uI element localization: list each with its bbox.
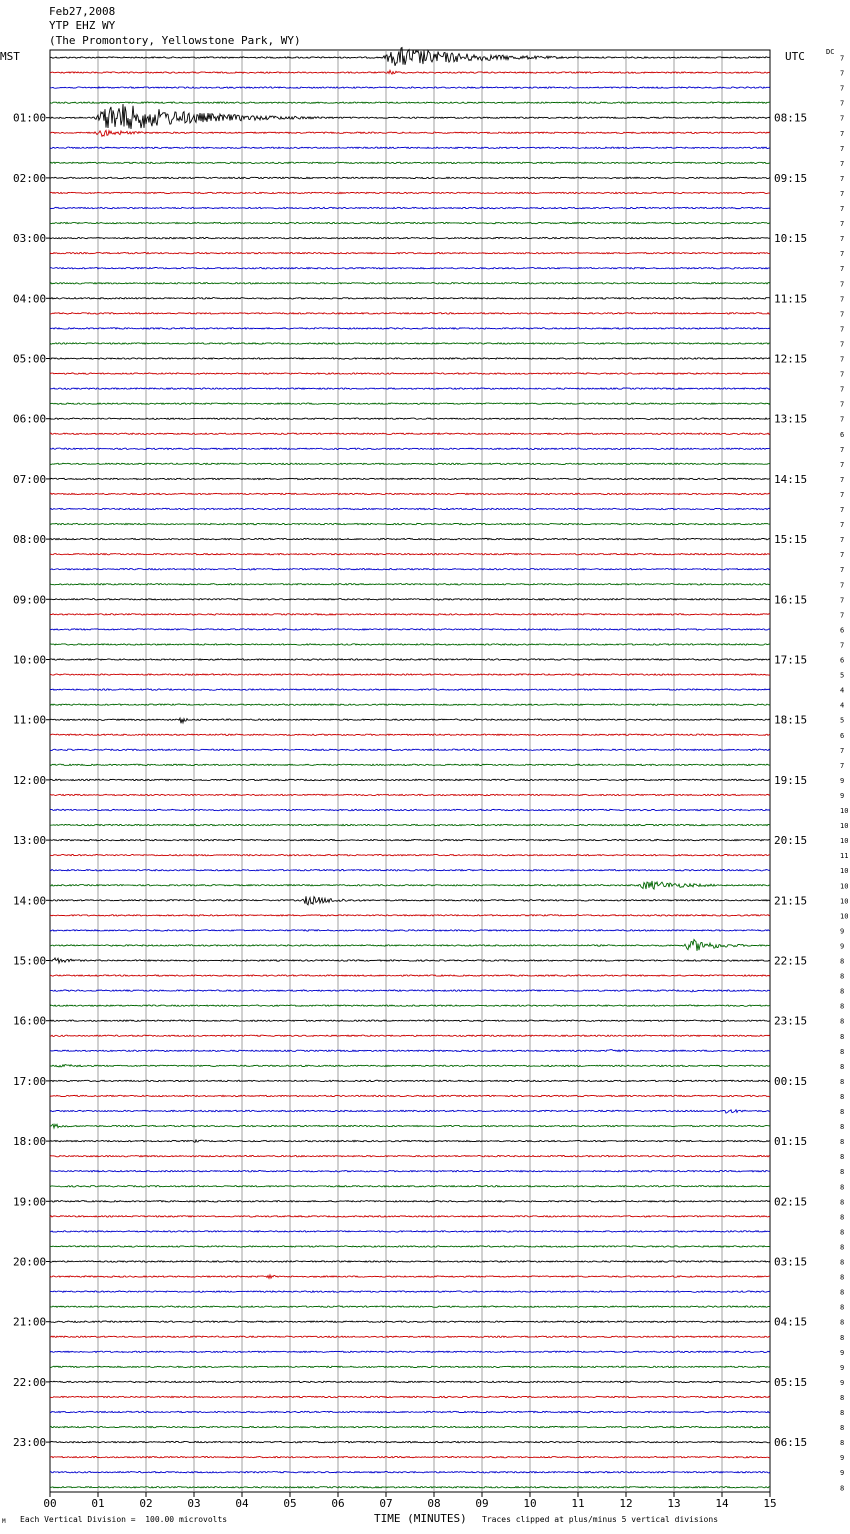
dc-offset-label: 8 xyxy=(840,1439,845,1448)
right-hour-label: 17:15 xyxy=(774,653,808,667)
dc-offset-label: 7 xyxy=(840,506,845,514)
dc-offset-label: 9 xyxy=(840,1363,845,1372)
left-hour-label: 15:00 xyxy=(13,954,47,968)
seismic-trace xyxy=(50,930,770,931)
x-tick-label: 15 xyxy=(763,1497,777,1510)
dc-offset-label: 10 xyxy=(840,822,849,831)
dc-offset-label: 7 xyxy=(840,385,845,394)
dc-offset-label: 8 xyxy=(840,1409,845,1417)
dc-offset-label: 9 xyxy=(840,776,845,785)
dc-offset-label: 8 xyxy=(840,1333,845,1342)
seismic-trace xyxy=(50,1306,770,1307)
seismic-trace xyxy=(50,358,770,359)
dc-offset-label: 7 xyxy=(840,355,845,364)
dc-offset-label: 7 xyxy=(840,69,845,78)
seismic-trace xyxy=(50,373,770,374)
x-tick-label: 06 xyxy=(331,1497,345,1510)
dc-offset-label: 8 xyxy=(840,1303,845,1312)
right-hour-label: 05:15 xyxy=(774,1375,808,1389)
seismic-trace xyxy=(50,102,770,103)
x-tick-label: 00 xyxy=(43,1497,57,1510)
seismic-trace xyxy=(50,1351,770,1352)
seismic-trace xyxy=(50,130,770,136)
seismic-trace xyxy=(50,1426,770,1427)
corner-mark: M xyxy=(2,1518,6,1525)
seismic-trace xyxy=(50,554,770,555)
right-timezone-label: UTC xyxy=(785,50,805,63)
dc-offset-label: 7 xyxy=(840,566,845,575)
left-hour-label: 10:00 xyxy=(13,653,47,667)
dc-offset-label: 10 xyxy=(840,912,849,921)
right-hour-label: 18:15 xyxy=(774,713,808,727)
seismic-trace xyxy=(50,388,770,389)
x-tick-label: 11 xyxy=(571,1497,585,1510)
right-hour-label: 22:15 xyxy=(774,954,808,968)
dc-offset-label: 6 xyxy=(840,656,845,665)
seismic-trace xyxy=(50,569,770,570)
right-hour-label: 11:15 xyxy=(774,292,808,306)
dc-offset-label: 7 xyxy=(840,596,845,605)
seismic-trace xyxy=(50,764,770,765)
seismic-trace xyxy=(50,1201,770,1202)
seismic-trace xyxy=(50,1291,770,1292)
left-hour-label: 05:00 xyxy=(13,352,47,366)
dc-offset-label: 8 xyxy=(840,1138,845,1147)
dc-offset-label: 10 xyxy=(840,882,849,891)
right-hour-label: 00:15 xyxy=(774,1074,808,1088)
seismic-trace xyxy=(50,1457,770,1458)
dc-offset-label: 8 xyxy=(840,1077,845,1086)
right-hour-label: 09:15 xyxy=(774,171,808,185)
dc-offset-label: 7 xyxy=(840,250,845,259)
vertical-division-note: Each Vertical Division = 100.00 microvolts xyxy=(20,1515,228,1524)
dc-offset-label: 9 xyxy=(840,942,845,951)
dc-offset-label: 8 xyxy=(840,1153,845,1162)
seismic-trace xyxy=(50,253,770,254)
seismic-trace xyxy=(50,644,770,645)
x-tick-label: 01 xyxy=(91,1497,105,1510)
station-code: YTP EHZ WY xyxy=(49,19,116,32)
seismic-trace xyxy=(50,870,770,871)
seismic-trace xyxy=(50,1020,770,1021)
seismic-trace xyxy=(50,1156,770,1157)
dc-offset-label: 7 xyxy=(840,54,845,63)
dc-offset-label: 8 xyxy=(840,1032,845,1041)
seismic-trace xyxy=(50,749,770,750)
dc-offset-label: 8 xyxy=(840,1002,845,1011)
left-timezone-label: MST xyxy=(0,50,20,63)
x-tick-label: 04 xyxy=(235,1497,249,1510)
seismic-trace xyxy=(50,1396,770,1397)
x-axis-label: TIME (MINUTES) xyxy=(374,1512,467,1525)
dc-offset-label: 8 xyxy=(840,1123,845,1132)
left-hour-label: 13:00 xyxy=(13,834,47,848)
seismic-trace xyxy=(50,493,770,494)
dc-offset-label: 7 xyxy=(840,265,845,274)
seismic-trace xyxy=(50,70,770,74)
seismic-trace xyxy=(50,418,770,419)
dc-offset-label: 7 xyxy=(840,205,845,213)
dc-offset-label: 7 xyxy=(840,415,845,424)
dc-offset-label: 11 xyxy=(840,852,849,861)
seismic-trace xyxy=(50,1321,770,1322)
right-hour-label: 15:15 xyxy=(774,533,808,547)
seismic-trace xyxy=(50,268,770,269)
dc-offset-label: 7 xyxy=(840,159,845,168)
left-hour-label: 08:00 xyxy=(13,533,47,547)
plot-date: Feb27,2008 xyxy=(49,5,116,18)
seismic-trace xyxy=(50,1035,770,1036)
seismic-trace xyxy=(50,614,770,615)
right-hour-label: 06:15 xyxy=(774,1436,808,1450)
left-hour-label: 16:00 xyxy=(13,1014,47,1028)
dc-offset-label: 7 xyxy=(840,551,845,560)
seismic-trace xyxy=(50,1080,770,1081)
seismic-trace xyxy=(50,1336,770,1337)
seismic-trace xyxy=(50,734,770,735)
right-hour-label: 01:15 xyxy=(774,1135,808,1149)
dc-offset-label: 8 xyxy=(840,987,845,996)
seismic-trace xyxy=(50,508,770,509)
right-hour-label: 12:15 xyxy=(774,352,808,366)
dc-offset-label: 7 xyxy=(840,370,845,379)
seismic-trace xyxy=(50,809,770,810)
seismic-trace xyxy=(50,1005,770,1006)
dc-offset-label: 6 xyxy=(840,731,845,740)
left-hour-label: 12:00 xyxy=(13,773,47,787)
seismic-trace xyxy=(50,1124,770,1128)
dc-offset-label: 8 xyxy=(840,1484,845,1493)
seismic-trace xyxy=(50,1050,770,1052)
seismic-trace xyxy=(50,1065,770,1068)
dc-offset-label: 9 xyxy=(840,1454,845,1463)
seismic-trace xyxy=(50,1381,770,1382)
right-hour-label: 04:15 xyxy=(774,1315,808,1329)
dc-offset-label: 9 xyxy=(840,1378,845,1387)
seismic-trace xyxy=(50,940,770,951)
left-hour-label: 18:00 xyxy=(13,1135,47,1149)
left-hour-label: 19:00 xyxy=(13,1195,47,1209)
x-tick-label: 13 xyxy=(667,1497,681,1510)
dc-offset-label: 8 xyxy=(840,1183,845,1192)
right-hour-label: 23:15 xyxy=(774,1014,808,1028)
dc-offset-label: 7 xyxy=(840,144,845,153)
seismic-trace xyxy=(50,147,770,148)
x-tick-label: 07 xyxy=(379,1497,393,1510)
dc-offset-label: 7 xyxy=(840,280,845,289)
dc-offset-label: 8 xyxy=(840,1168,845,1177)
seismic-trace xyxy=(50,162,770,163)
seismic-trace xyxy=(50,1216,770,1217)
seismic-trace xyxy=(50,433,770,434)
left-hour-label: 22:00 xyxy=(13,1375,47,1389)
seismic-trace xyxy=(50,1110,770,1113)
seismic-trace xyxy=(50,192,770,193)
dc-offset-label: 7 xyxy=(840,114,845,123)
seismic-trace xyxy=(50,478,770,479)
clip-note: Traces clipped at plus/minus 5 vertical divisions xyxy=(482,1515,719,1524)
dc-offset-label: 6 xyxy=(840,430,845,439)
dc-offset-label: 7 xyxy=(840,129,845,138)
right-hour-label: 03:15 xyxy=(774,1255,808,1269)
dc-offset-label: 7 xyxy=(840,445,845,454)
seismic-trace xyxy=(50,237,770,238)
station-location: (The Promontory, Yellowstone Park, WY) xyxy=(49,34,301,47)
seismic-trace xyxy=(50,283,770,284)
dc-offset-label: 8 xyxy=(840,1017,845,1026)
seismic-trace xyxy=(50,629,770,630)
left-hour-label: 03:00 xyxy=(13,232,47,246)
seismic-trace xyxy=(50,222,770,223)
dc-offset-label: 8 xyxy=(840,1108,845,1116)
seismic-trace xyxy=(50,975,770,976)
seismic-trace xyxy=(50,599,770,600)
x-tick-label: 03 xyxy=(187,1497,201,1510)
dc-offset-label: 8 xyxy=(840,1258,845,1267)
dc-offset-label: 7 xyxy=(840,99,845,108)
left-hour-label: 02:00 xyxy=(13,171,47,185)
dc-offset-label: 9 xyxy=(840,1348,845,1357)
seismic-trace xyxy=(50,584,770,585)
seismic-trace xyxy=(50,674,770,675)
left-hour-label: 04:00 xyxy=(13,292,47,306)
seismic-trace xyxy=(50,328,770,329)
dc-offset-label: 7 xyxy=(840,490,845,499)
x-tick-label: 02 xyxy=(139,1497,153,1510)
dc-offset-label: 9 xyxy=(840,1469,845,1478)
dc-offset-label: 7 xyxy=(840,460,845,469)
x-tick-label: 12 xyxy=(619,1497,633,1510)
left-hour-label: 23:00 xyxy=(13,1436,47,1450)
seismic-trace xyxy=(50,313,770,314)
left-hour-label: 17:00 xyxy=(13,1074,47,1088)
dc-offset-label: 8 xyxy=(840,1243,845,1252)
dc-offset-label: 7 xyxy=(840,746,845,755)
left-hour-label: 21:00 xyxy=(13,1315,47,1329)
left-hour-label: 09:00 xyxy=(13,593,47,607)
seismic-trace xyxy=(50,1275,770,1278)
seismic-trace xyxy=(50,448,770,449)
dc-offset-label: 7 xyxy=(840,521,845,530)
dc-offset-label: 10 xyxy=(840,897,849,906)
right-hour-label: 10:15 xyxy=(774,232,808,246)
dc-offset-label: 7 xyxy=(840,174,845,183)
seismic-trace xyxy=(50,855,770,856)
seismic-trace xyxy=(50,1186,770,1187)
x-tick-label: 09 xyxy=(475,1497,489,1510)
seismic-trace xyxy=(50,343,770,344)
seismic-trace xyxy=(50,839,770,840)
seismic-trace xyxy=(50,659,770,660)
right-hour-label: 13:15 xyxy=(774,412,808,426)
seismic-trace xyxy=(50,1095,770,1096)
dc-offset-label: 8 xyxy=(840,1318,845,1327)
seismic-trace xyxy=(50,779,770,780)
dc-offset-label: 7 xyxy=(840,295,845,304)
seismic-trace xyxy=(50,87,770,88)
dc-offset-label: 7 xyxy=(840,400,845,409)
dc-offset-label: 8 xyxy=(840,1393,845,1402)
left-hour-label: 01:00 xyxy=(13,111,47,125)
dc-offset-label: 7 xyxy=(840,761,845,770)
seismic-trace xyxy=(50,1140,770,1142)
seismic-trace xyxy=(50,104,770,129)
seismic-trace xyxy=(50,1231,770,1232)
dc-offset-label: 10 xyxy=(840,867,849,876)
dc-offset-label: 7 xyxy=(840,325,845,334)
dc-offset-header: DC xyxy=(826,48,835,56)
dc-offset-label: 8 xyxy=(840,1047,845,1056)
left-hour-label: 11:00 xyxy=(13,713,47,727)
seismic-trace xyxy=(50,523,770,524)
seismic-trace xyxy=(50,915,770,916)
right-hour-label: 02:15 xyxy=(774,1195,808,1209)
dc-offset-label: 8 xyxy=(840,957,845,966)
dc-offset-label: 5 xyxy=(840,716,845,725)
dc-offset-label: 7 xyxy=(840,84,845,93)
seismic-trace xyxy=(50,403,770,404)
seismic-trace xyxy=(50,990,770,992)
x-tick-label: 08 xyxy=(427,1497,441,1510)
dc-offset-label: 10 xyxy=(840,807,849,815)
dc-offset-label: 8 xyxy=(840,1198,845,1207)
dc-offset-label: 9 xyxy=(840,791,845,800)
seismic-trace xyxy=(50,298,770,299)
dc-offset-label: 8 xyxy=(840,972,845,981)
dc-offset-label: 7 xyxy=(840,310,845,319)
dc-offset-label: 7 xyxy=(840,189,845,198)
dc-offset-label: 7 xyxy=(840,340,845,349)
seismic-trace xyxy=(50,1366,770,1367)
seismic-trace xyxy=(50,538,770,539)
dc-offset-label: 5 xyxy=(840,671,845,680)
dc-offset-label: 9 xyxy=(840,927,845,936)
left-hour-label: 20:00 xyxy=(13,1255,47,1269)
dc-offset-label: 6 xyxy=(840,626,845,635)
seismic-trace xyxy=(50,1246,770,1247)
dc-offset-label: 8 xyxy=(840,1424,845,1433)
dc-offset-label: 7 xyxy=(840,235,845,244)
seismic-trace xyxy=(50,1261,770,1262)
right-hour-label: 08:15 xyxy=(774,111,808,125)
plot-frame xyxy=(50,50,770,1492)
left-hour-label: 06:00 xyxy=(13,412,47,426)
dc-offset-label: 7 xyxy=(840,220,845,229)
dc-offset-label: 4 xyxy=(840,686,845,695)
seismic-trace xyxy=(50,896,770,905)
dc-offset-label: 8 xyxy=(840,1288,845,1297)
seismic-trace xyxy=(50,689,770,690)
seismic-trace xyxy=(50,1487,770,1488)
right-hour-label: 14:15 xyxy=(774,472,808,486)
seismic-trace xyxy=(50,958,770,963)
dc-offset-label: 7 xyxy=(840,536,845,545)
x-tick-label: 10 xyxy=(523,1497,537,1510)
dc-offset-label: 8 xyxy=(840,1273,845,1282)
seismic-trace xyxy=(50,881,770,889)
seismic-trace xyxy=(50,1441,770,1442)
seismic-trace xyxy=(50,1411,770,1412)
dc-offset-label: 7 xyxy=(840,641,845,650)
seismic-trace xyxy=(50,1472,770,1473)
dc-offset-label: 8 xyxy=(840,1213,845,1222)
x-tick-label: 14 xyxy=(715,1497,729,1510)
seismic-trace xyxy=(50,794,770,795)
dc-offset-label: 8 xyxy=(840,1092,845,1101)
dc-offset-label: 7 xyxy=(840,611,845,620)
seismic-trace xyxy=(50,824,770,825)
x-tick-label: 05 xyxy=(283,1497,297,1510)
dc-offset-label: 8 xyxy=(840,1228,845,1237)
dc-offset-label: 8 xyxy=(840,1062,845,1071)
left-hour-label: 14:00 xyxy=(13,894,47,908)
dc-offset-label: 7 xyxy=(840,581,845,590)
seismic-trace xyxy=(50,207,770,208)
seismic-trace xyxy=(50,177,770,178)
dc-offset-label: 7 xyxy=(840,475,845,484)
seismic-trace xyxy=(50,463,770,464)
seismic-trace xyxy=(50,718,770,723)
seismic-trace xyxy=(50,1171,770,1172)
right-hour-label: 21:15 xyxy=(774,894,808,908)
dc-offset-label: 10 xyxy=(840,837,849,846)
dc-offset-label: 4 xyxy=(840,701,845,710)
right-hour-label: 16:15 xyxy=(774,593,808,607)
left-hour-label: 07:00 xyxy=(13,472,47,486)
right-hour-label: 20:15 xyxy=(774,834,808,848)
seismic-trace xyxy=(50,704,770,705)
right-hour-label: 19:15 xyxy=(774,773,808,787)
